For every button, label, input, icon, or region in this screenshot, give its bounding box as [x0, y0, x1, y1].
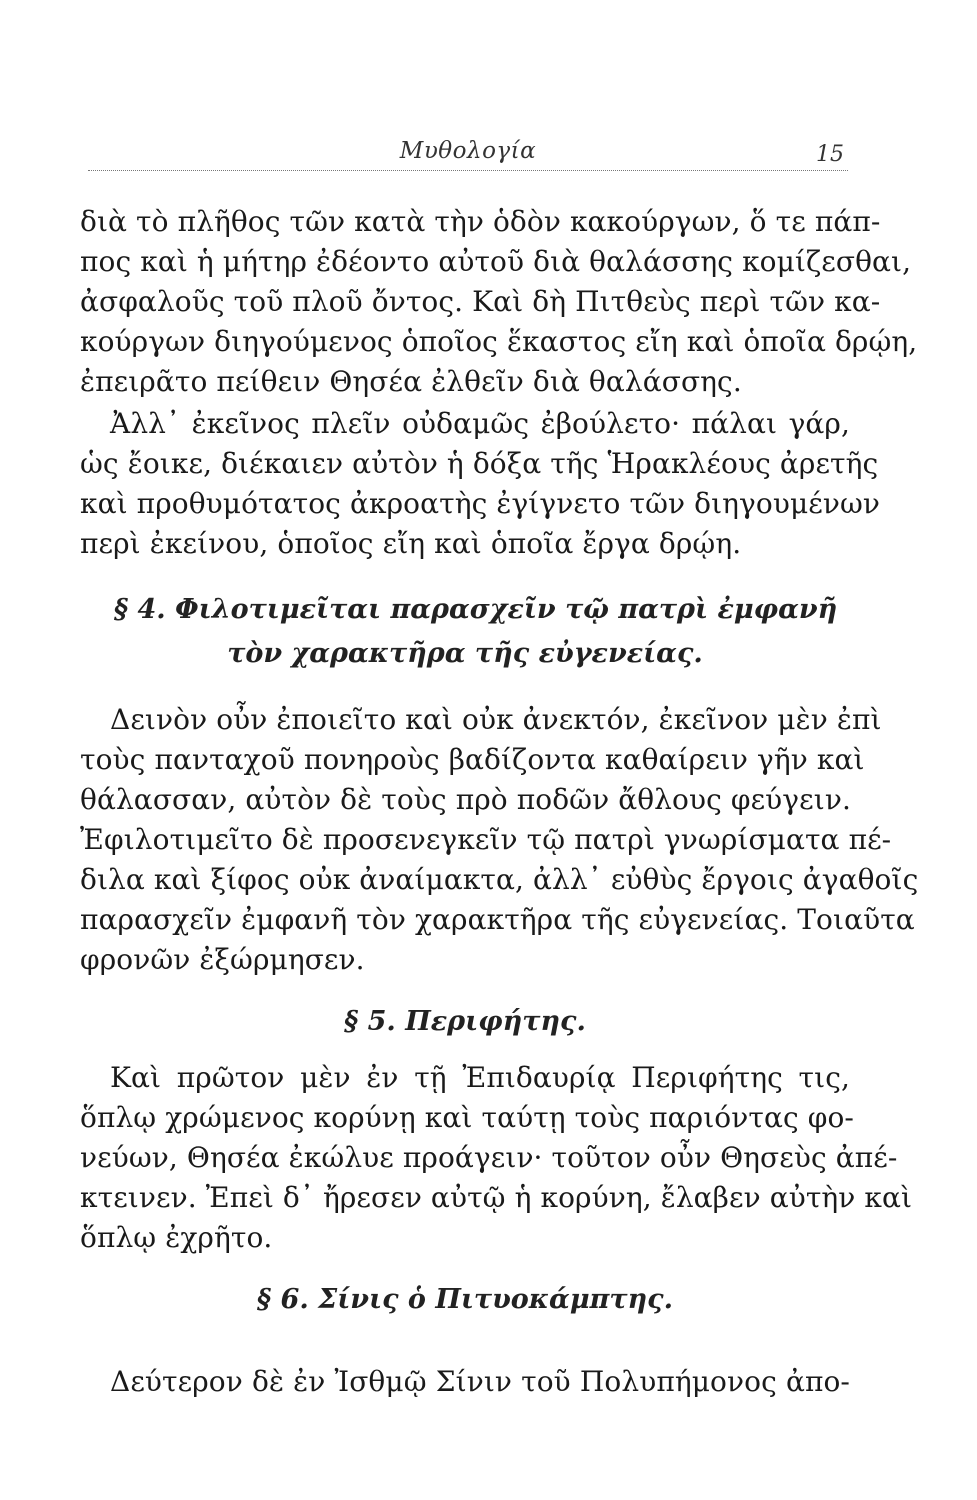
text-line: τοὺς πανταχοῦ πονηροὺς βαδίζοντα καθαίρειν γῆν καὶ — [80, 743, 865, 776]
text-line: ὡς ἔοικε, διέκαιεν αὐτὸν ἡ δόξα τῆς Ἡρακλέους ἀρετῆς — [80, 447, 879, 480]
running-head — [88, 130, 848, 171]
text-line: πος καὶ ἡ μήτηρ ἐδέοντο αὐτοῦ διὰ θαλάσσης κομίζεσθαι, — [80, 245, 912, 278]
text-line: νεύων, Θησέα ἐκώλυε προάγειν· τοῦτον οὖν Θησεὺς ἀπέ- — [80, 1141, 898, 1174]
section-4-heading — [80, 588, 850, 676]
section-6-heading — [80, 1278, 850, 1322]
section-5-heading — [80, 1000, 850, 1044]
text-line: φρονῶν ἐξώρμησεν. — [80, 943, 365, 976]
text-line: ὅπλῳ χρώμενος κορύνῃ καὶ ταύτῃ τοὺς παριόντας φο- — [80, 1101, 854, 1134]
text-line: Δεινὸν οὖν ἐποιεῖτο καὶ οὐκ ἀνεκτόν, ἐκεῖνον μὲν ἐπὶ — [110, 703, 882, 736]
text-line: διλα καὶ ξίφος οὐκ ἀναίμακτα, ἀλλ᾽ εὐθὺς ἔργοις ἀγαθοῖς — [80, 863, 919, 896]
section-4-paragraph-1 — [80, 700, 882, 820]
section-5-paragraph — [80, 1058, 913, 1258]
page-number: 15 — [816, 142, 844, 167]
text-line: Ἐφιλοτιμεῖτο δὲ προσενεγκεῖν τῷ πατρὶ γνωρίσματα πέ- — [80, 823, 892, 856]
text-line: ἐπειρᾶτο πείθειν Θησέα ἐλθεῖν διὰ θαλάσσης. — [80, 365, 742, 398]
text-line: θάλασσαν, αὐτὸν δὲ τοὺς πρὸ ποδῶν ἄθλους φεύγειν. — [80, 783, 851, 816]
text-line: καὶ προθυμότατος ἀκροατὴς ἐγίγνετο τῶν διηγουμένων — [80, 487, 881, 520]
section-heading-line: § 4. Φιλοτιμεῖται παρασχεῖν τῷ πατρὶ ἐμφανῆ — [114, 594, 838, 625]
section-heading-line: § 5. Περιφήτης. — [344, 1006, 586, 1037]
text-line: ἀσφαλοῦς τοῦ πλοῦ ὄντος. Καὶ δὴ Πιτθεὺς περὶ τῶν κα- — [80, 285, 881, 318]
text-line: παρασχεῖν ἐμφανῆ τὸν χαρακτῆρα τῆς εὐγενείας. Τοιαῦτα — [80, 903, 915, 936]
text-line: διὰ τὸ πλῆθος τῶν κατὰ τὴν ὁδὸν κακούργων, ὅ τε πάπ- — [80, 205, 881, 238]
section-4-paragraph-2 — [80, 820, 919, 980]
paragraph-2 — [80, 404, 881, 564]
paragraph-1 — [80, 202, 918, 402]
running-title: Μυθολογία — [399, 138, 537, 164]
section-heading-line: § 6. Σίνις ὁ Πιτυοκάμπτης. — [257, 1284, 673, 1315]
text-line: κούργων διηγούμενος ὁποῖος ἕκαστος εἴη καὶ ὁποῖα δρῴη, — [80, 325, 918, 358]
section-heading-line: τὸν χαρακτῆρα τῆς εὐγενείας. — [227, 638, 703, 669]
section-6-paragraph — [80, 1362, 850, 1402]
text-line: περὶ ἐκείνου, ὁποῖος εἴη καὶ ὁποῖα ἔργα δρῴη. — [80, 527, 742, 560]
text-line: ὅπλῳ ἐχρῆτο. — [80, 1221, 273, 1254]
text-line: Δεύτερον δὲ ἐν Ἰσθμῷ Σίνιν τοῦ Πολυπήμονος ἀπο- — [110, 1365, 850, 1398]
text-line: κτεινεν. Ἐπεὶ δ᾽ ἤρεσεν αὐτῷ ἡ κορύνη, ἔλαβεν αὐτὴν καὶ — [80, 1181, 913, 1214]
text-line: Καὶ πρῶτον μὲν ἐν τῇ Ἐπιδαυρίᾳ Περιφήτης τις, — [110, 1061, 850, 1094]
text-line: Ἀλλ᾽ ἐκεῖνος πλεῖν οὐδαμῶς ἐβούλετο· πάλαι γάρ, — [110, 407, 850, 440]
